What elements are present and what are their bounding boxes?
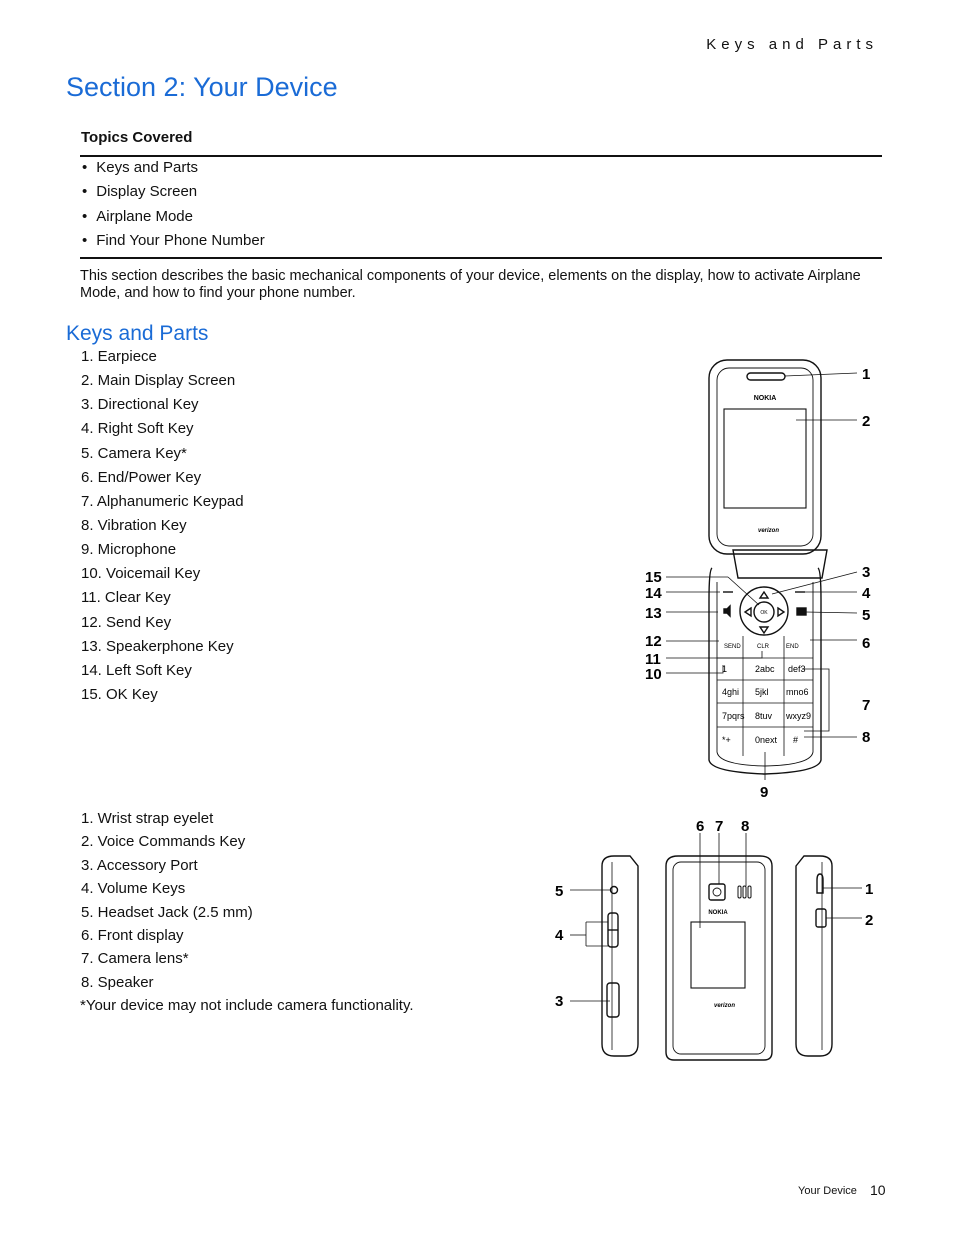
list-item: 6. End/Power Key <box>81 468 202 486</box>
send-key-label: SEND <box>724 644 741 650</box>
callout-number: 14 <box>645 585 662 602</box>
front-parts-list <box>81 348 244 710</box>
left-side-view <box>602 856 638 1056</box>
list-item: 11. Clear Key <box>81 589 171 607</box>
callout-number: 6 <box>696 818 705 835</box>
list-item: 5. Headset Jack (2.5 mm) <box>81 903 253 921</box>
keypad-key: 2abc <box>755 664 775 674</box>
page-number: 10 <box>870 1182 886 1198</box>
section-title: Section 2: Your Device <box>66 72 338 102</box>
list-item: 10. Voicemail Key <box>81 565 201 583</box>
callout-number: 7 <box>715 818 724 835</box>
list-item: 2. Main Display Screen <box>81 372 236 390</box>
topic-item: • Airplane Mode <box>82 207 265 231</box>
list-item: 2. Voice Commands Key <box>81 833 246 851</box>
topics-bottom-rule <box>80 257 882 259</box>
list-item: 13. Speakerphone Key <box>81 637 234 655</box>
end-key-label: END <box>786 644 799 650</box>
callout-number: 2 <box>865 912 874 929</box>
topics-top-rule <box>80 155 882 157</box>
brand-logo: NOKIA <box>708 910 728 916</box>
callout-number: 1 <box>862 366 871 383</box>
nav-down-arrow <box>760 627 768 633</box>
footer-section-label: Your Device <box>798 1185 857 1197</box>
callout-number: 1 <box>865 881 874 898</box>
topic-item: • Find Your Phone Number <box>82 231 265 255</box>
topic-item: • Display Screen <box>82 182 265 206</box>
brand-logo: NOKIA <box>753 395 777 402</box>
camera-icon <box>797 608 806 615</box>
speaker-grille <box>738 886 751 898</box>
front-view-housing <box>666 856 772 1060</box>
keypad-key: 7pqrs <box>722 711 745 721</box>
callout-number: 8 <box>862 729 871 746</box>
clr-key-label: CLR <box>757 644 770 650</box>
topics-label: Topics Covered <box>81 129 193 146</box>
right-side-view <box>796 856 832 1056</box>
topics-list <box>82 158 265 255</box>
topic-item: • Keys and Parts <box>82 158 265 182</box>
callout-leaders <box>570 833 862 1001</box>
list-item: 6. Front display <box>81 926 184 944</box>
camera-lens <box>709 884 725 900</box>
accessory-port <box>607 983 619 1017</box>
keypad-key: mno6 <box>786 687 809 697</box>
keypad-key: 8tuv <box>755 711 773 721</box>
headset-jack <box>611 887 618 894</box>
keypad-key: 1 <box>722 664 728 674</box>
ok-label: OK <box>760 610 768 616</box>
list-item: 1. Earpiece <box>81 348 157 365</box>
callout-number: 7 <box>862 697 871 714</box>
callout-number: 13 <box>645 605 662 622</box>
callout-number: 15 <box>645 569 662 586</box>
phone-exterior-diagram <box>550 812 880 1062</box>
list-item: 14. Left Soft Key <box>81 661 192 679</box>
list-item: 7. Alphanumeric Keypad <box>81 492 244 510</box>
keypad-key: *+ <box>722 735 731 745</box>
intro-paragraph: This section describes the basic mechanical components of your device, elements on the display, how to activate Airplane Mode, and how to find your phone number. <box>80 268 861 301</box>
running-header: Keys and Parts <box>706 36 878 53</box>
list-item: 1. Wrist strap eyelet <box>81 810 214 827</box>
callout-number: 2 <box>862 413 871 430</box>
keypad-key: 0next <box>755 735 778 745</box>
list-item: 4. Right Soft Key <box>81 420 194 438</box>
list-item: 3. Directional Key <box>81 396 199 414</box>
upper-housing <box>709 360 821 554</box>
list-item: 4. Volume Keys <box>81 880 186 898</box>
subsection-title: Keys and Parts <box>66 322 209 345</box>
callout-number: 5 <box>862 607 871 624</box>
list-item: 9. Microphone <box>81 541 177 559</box>
earpiece <box>747 373 785 380</box>
callout-number: 3 <box>862 564 871 581</box>
callout-number: 12 <box>645 633 662 650</box>
keypad <box>722 664 811 745</box>
callout-number: 10 <box>645 666 662 683</box>
keypad-key: 5jkl <box>755 687 769 697</box>
list-item: 5. Camera Key* <box>81 444 187 462</box>
speaker-icon <box>724 606 730 616</box>
callout-number: 4 <box>555 927 564 944</box>
list-item: 15. OK Key <box>81 685 158 703</box>
list-item: 8. Speaker <box>81 973 154 991</box>
nav-left-arrow <box>745 608 751 616</box>
keypad-key: # <box>793 735 799 745</box>
callout-number: 6 <box>862 635 871 652</box>
exterior-parts-list <box>81 810 253 997</box>
carrier-logo: verizon <box>758 528 780 534</box>
list-item: 7. Camera lens* <box>81 950 189 968</box>
voice-commands-key <box>816 909 826 927</box>
phone-front-diagram <box>640 355 880 805</box>
keypad-key: wxyz9 <box>786 711 812 721</box>
callout-number: 9 <box>760 784 769 801</box>
callout-number: 11 <box>645 651 661 668</box>
camera-footnote: *Your device may not include camera functionality. <box>80 997 414 1014</box>
carrier-logo: verizon <box>714 1003 736 1009</box>
list-item: 12. Send Key <box>81 613 172 631</box>
keypad-key: 4ghi <box>722 687 740 697</box>
callout-number: 4 <box>862 585 871 602</box>
list-item: 3. Accessory Port <box>81 856 198 874</box>
nav-right-arrow <box>778 608 784 616</box>
front-display <box>691 922 745 988</box>
callout-number: 5 <box>555 883 564 900</box>
callout-number: 8 <box>741 818 750 835</box>
nav-up-arrow <box>760 592 768 598</box>
keypad-key: def3 <box>788 664 806 674</box>
main-display <box>724 409 806 508</box>
list-item: 8. Vibration Key <box>81 516 187 534</box>
callout-number: 3 <box>555 993 564 1010</box>
